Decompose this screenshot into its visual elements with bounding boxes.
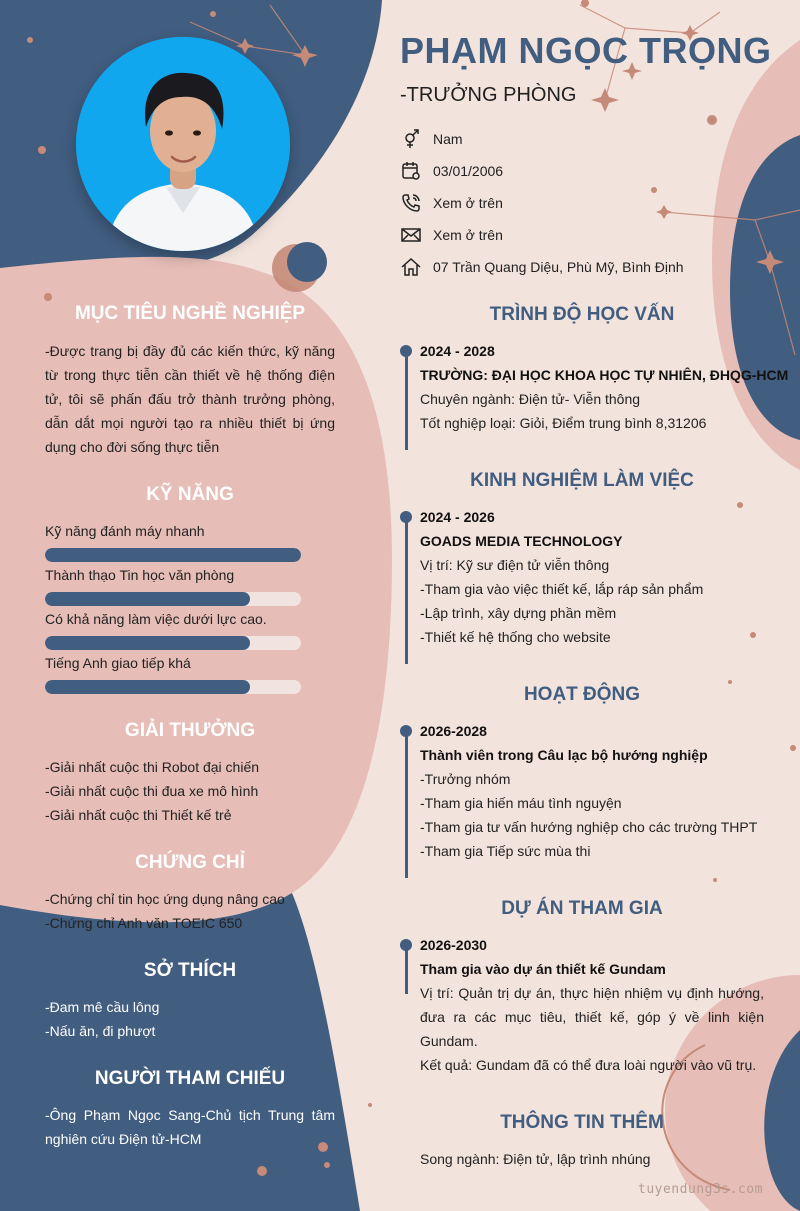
skill-label: Tiếng Anh giao tiếp khá (45, 655, 191, 671)
experience-line: -Lập trình, xây dựng phần mềm (420, 605, 617, 621)
references-heading: NGƯỜI THAM CHIẾU (94, 1068, 286, 1089)
activities-line: -Tham gia hiến máu tình nguyện (420, 795, 622, 811)
skill-bar-fill (45, 548, 301, 562)
calendar-icon (400, 160, 422, 182)
projects-period: 2026-2030 (420, 937, 487, 953)
activities-period: 2026-2028 (420, 723, 487, 739)
experience-line: -Tham gia vào việc thiết kế, lắp ráp sản phẩm (420, 581, 704, 597)
skills-heading: KỸ NĂNG (146, 484, 234, 505)
activities-timeline-dot (400, 725, 412, 737)
activities-line: -Tham gia tư vấn hướng nghiệp cho các trường THPT (420, 819, 758, 835)
education-heading: TRÌNH ĐỘ HỌC VẤN (489, 304, 675, 325)
skill-label: Thành thạo Tin học văn phòng (45, 567, 235, 583)
projects-timeline-line (405, 944, 408, 994)
awards-heading: GIẢI THƯỞNG (124, 720, 256, 741)
projects-heading: DỰ ÁN THAM GIA (501, 898, 663, 919)
gender-row (400, 127, 463, 151)
skill-bar-fill (45, 636, 250, 650)
phone-value: Xem ở trên (433, 195, 503, 211)
address-value: 07 Trần Quang Diệu, Phù Mỹ, Bình Định (433, 259, 684, 275)
education-period: 2024 - 2028 (420, 343, 495, 359)
skill-bar (45, 680, 301, 694)
activities-heading: HOẠT ĐỘNG (523, 684, 641, 705)
phone-icon (400, 192, 422, 214)
award-item: -Giải nhất cuộc thi Robot đại chiến (45, 759, 260, 775)
education-timeline-line (405, 350, 408, 450)
experience-timeline-dot (400, 511, 412, 523)
home-icon (400, 256, 422, 278)
experience-heading: KINH NGHIỆM LÀM VIỆC (470, 470, 694, 491)
extra-heading: THÔNG TIN THÊM (500, 1112, 664, 1133)
experience-company: GOADS MEDIA TECHNOLOGY (420, 533, 623, 549)
skill-bar-fill (45, 680, 250, 694)
education-school: TRƯỜNG: ĐẠI HỌC KHOA HỌC TỰ NHIÊN, ĐHQG-HCM (420, 367, 789, 383)
email-row (400, 223, 503, 247)
projects-name: Tham gia vào dự án thiết kế Gundam (420, 961, 666, 977)
birthdate-row (400, 159, 503, 183)
education-timeline-dot (400, 345, 412, 357)
avatar (76, 37, 290, 251)
award-item: -Giải nhất cuộc thi đua xe mô hình (45, 783, 259, 799)
projects-role: Vị trí: Quản trị dự án, thực hiện nhiệm vụ định hướng, đưa ra các mục tiêu, thiết kế, góp ý về linh kiện Gundam. (420, 985, 764, 1049)
hobbies-heading: SỞ THÍCH (143, 960, 237, 981)
certificates-heading: CHỨNG CHỈ (135, 852, 245, 873)
gender-icon (400, 128, 422, 150)
hobby-item: -Đam mê cầu lông (45, 999, 160, 1015)
award-item: -Giải nhất cuộc thi Thiết kế trẻ (45, 807, 232, 823)
activities-org: Thành viên trong Câu lạc bộ hướng nghiệp (420, 747, 708, 763)
skill-label: Có khả năng làm việc dưới lực cao. (45, 611, 267, 627)
skill-bar (45, 592, 301, 606)
hobbies-list (45, 995, 335, 1043)
education-grade: Tốt nghiệp loại: Giỏi, Điểm trung bình 8,31206 (420, 415, 707, 431)
job-title: -TRƯỞNG PHÒNG (400, 84, 577, 106)
experience-period: 2024 - 2026 (420, 509, 495, 525)
gender-value: Nam (433, 131, 463, 147)
hobby-item: -Nấu ăn, đi phượt (45, 1023, 156, 1039)
email-value: Xem ở trên (433, 227, 503, 243)
career-objective-heading: MỤC TIÊU NGHỀ NGHIỆP (74, 303, 306, 324)
phone-row (400, 191, 503, 215)
extra-text: Song ngành: Điện tử, lập trình nhúng (420, 1151, 651, 1167)
watermark: tuyendung3s.com (638, 1182, 763, 1197)
portrait-illustration (76, 37, 290, 251)
certificate-item: -Chứng chỉ tin học ứng dụng nâng cao (45, 891, 285, 907)
awards-list (45, 755, 335, 827)
activities-line: -Tham gia Tiếp sức mùa thi (420, 843, 591, 859)
experience-line: Vị trí: Kỹ sư điện tử viễn thông (420, 557, 610, 573)
career-objective-text: -Được trang bị đầy đủ các kiến thức, kỹ năng từ trong thực tiễn cần thiết về hệ thống điện tử, tôi sẽ phấn đấu trở thành trưởng phòng, dẫn dắt mọi người tạo ra nhiều thiết bị ứng dụng cho đời sống thực tiễn (45, 343, 335, 455)
certificate-item: -Chứng chỉ Anh văn TOEIC 650 (45, 915, 243, 931)
birthdate-value: 03/01/2006 (433, 163, 504, 179)
skill-bar (45, 636, 301, 650)
education-major: Chuyên ngành: Điện tử- Viễn thông (420, 391, 641, 407)
projects-timeline-dot (400, 939, 412, 951)
skill-label: Kỹ năng đánh máy nhanh (45, 523, 205, 539)
skill-bar-fill (45, 592, 250, 606)
experience-timeline-line (405, 516, 408, 664)
certificates-list (45, 887, 335, 935)
address-row (400, 255, 684, 279)
projects-result: Kết quả: Gundam đã có thể đưa loài người vào vũ trụ. (420, 1057, 757, 1073)
candidate-name: PHẠM NGỌC TRỌNG (400, 30, 772, 71)
activities-timeline-line (405, 730, 408, 878)
envelope-icon (400, 224, 422, 246)
experience-line: -Thiết kế hệ thống cho website (420, 629, 611, 645)
activities-line: -Trưởng nhóm (420, 771, 511, 787)
skill-bar (45, 548, 301, 562)
references-text: -Ông Phạm Ngọc Sang-Chủ tịch Trung tâm nghiên cứu Điện tử-HCM (45, 1107, 335, 1147)
